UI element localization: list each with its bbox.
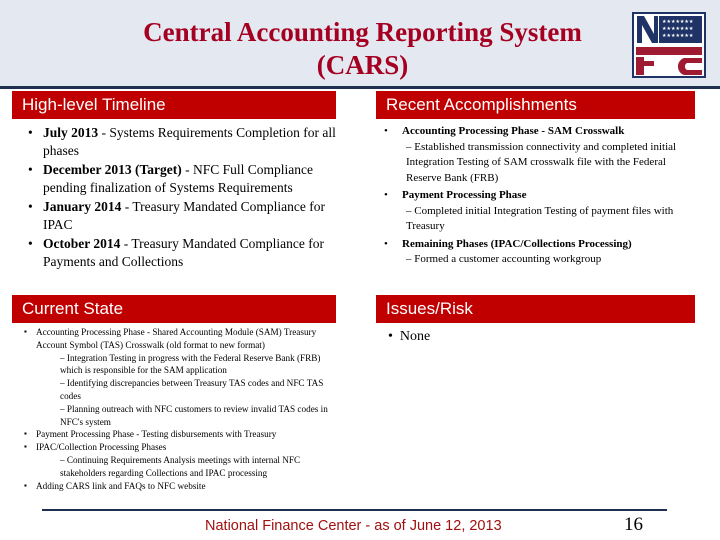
item-detail: – Established transmission connectivity and completed initial Integration Testing of SAM crosswalk file with the Federal Reserve Bank (FRB) <box>406 140 677 184</box>
svg-text:★★★★★★★: ★★★★★★★ <box>662 34 694 39</box>
issues-header: Issues/Risk <box>376 295 695 323</box>
timeline-header: High-level Timeline <box>12 91 336 119</box>
sub-item: – Continuing Requirements Analysis meetings with internal NFC stakeholders regarding Collections and IPAC processing <box>60 454 301 478</box>
page-number: 16 <box>624 514 643 535</box>
item-title: Accounting Processing Phase - SAM Crosswalk <box>402 125 625 137</box>
title-line-1: Central Accounting Reporting System <box>143 17 582 47</box>
sub-item: – Planning outreach with NFC customers to review invalid TAS codes in NFC's system <box>60 403 328 427</box>
list-item <box>22 326 342 428</box>
timeline-list <box>28 124 348 272</box>
footer-text: National Finance Center - as of June 12, 2013 <box>205 518 502 534</box>
title-line-2: (CARS) <box>316 50 409 80</box>
footer-divider <box>42 509 667 511</box>
list-item <box>22 441 342 479</box>
item-date: October 2014 <box>43 236 121 251</box>
nfc-logo <box>632 12 706 78</box>
list-item <box>28 124 348 159</box>
item-title: Remaining Phases (IPAC/Collections Processing) <box>402 237 632 250</box>
list-item <box>28 161 348 196</box>
svg-text:★★★★★★★: ★★★★★★★ <box>662 20 694 25</box>
current-state-header: Current State <box>12 295 336 323</box>
header-divider <box>0 86 720 89</box>
item-date: December 2013 (Target) <box>43 162 182 177</box>
item-detail: – Completed initial Integration Testing of payment files with Treasury <box>406 204 674 232</box>
item-date: July 2013 <box>43 125 99 140</box>
item-date: January 2014 <box>43 199 122 214</box>
list-item <box>28 198 348 233</box>
list-item <box>22 480 342 493</box>
svg-text:★★★★★★★: ★★★★★★★ <box>662 27 694 32</box>
item-text: - Treasury Mandated Compliance for Payments and Collections <box>43 236 324 269</box>
list-item <box>22 428 342 441</box>
item-text: None <box>399 329 431 344</box>
item-detail: – Formed a customer accounting workgroup <box>406 253 602 265</box>
item-text: IPAC/Collection Processing Phases <box>36 442 167 453</box>
sub-item: – Identifying discrepancies between Treasury TAS codes and NFC TAS codes <box>60 378 324 401</box>
current-state-list <box>22 326 342 492</box>
sub-item: – Integration Testing in progress with the Federal Reserve Bank (FRB) which is responsible for the SAM application <box>60 352 321 376</box>
issues-item: • None <box>388 329 431 344</box>
list-item <box>384 188 694 235</box>
list-item <box>28 235 348 270</box>
accomplishments-list <box>384 124 694 270</box>
item-text: Adding CARS link and FAQs to NFC website <box>36 480 206 491</box>
item-text: - Treasury Mandated Compliance for IPAC <box>43 199 325 232</box>
page-title <box>80 16 645 82</box>
item-text: Payment Processing Phase - Testing disbursements with Treasury <box>36 429 277 440</box>
accomplishments-header: Recent Accomplishments <box>376 91 695 119</box>
item-text: - Systems Requirements Completion for all phases <box>43 125 336 158</box>
list-item <box>384 237 694 268</box>
item-text: Accounting Processing Phase - Shared Accounting Module (SAM) Treasury Account Symbol (TAS) Crosswalk (old format to new format) <box>36 327 317 350</box>
item-title: Payment Processing Phase <box>402 189 527 201</box>
item-text: - NFC Full Compliance pending finalization of Systems Requirements <box>43 162 313 195</box>
list-item <box>384 124 694 186</box>
